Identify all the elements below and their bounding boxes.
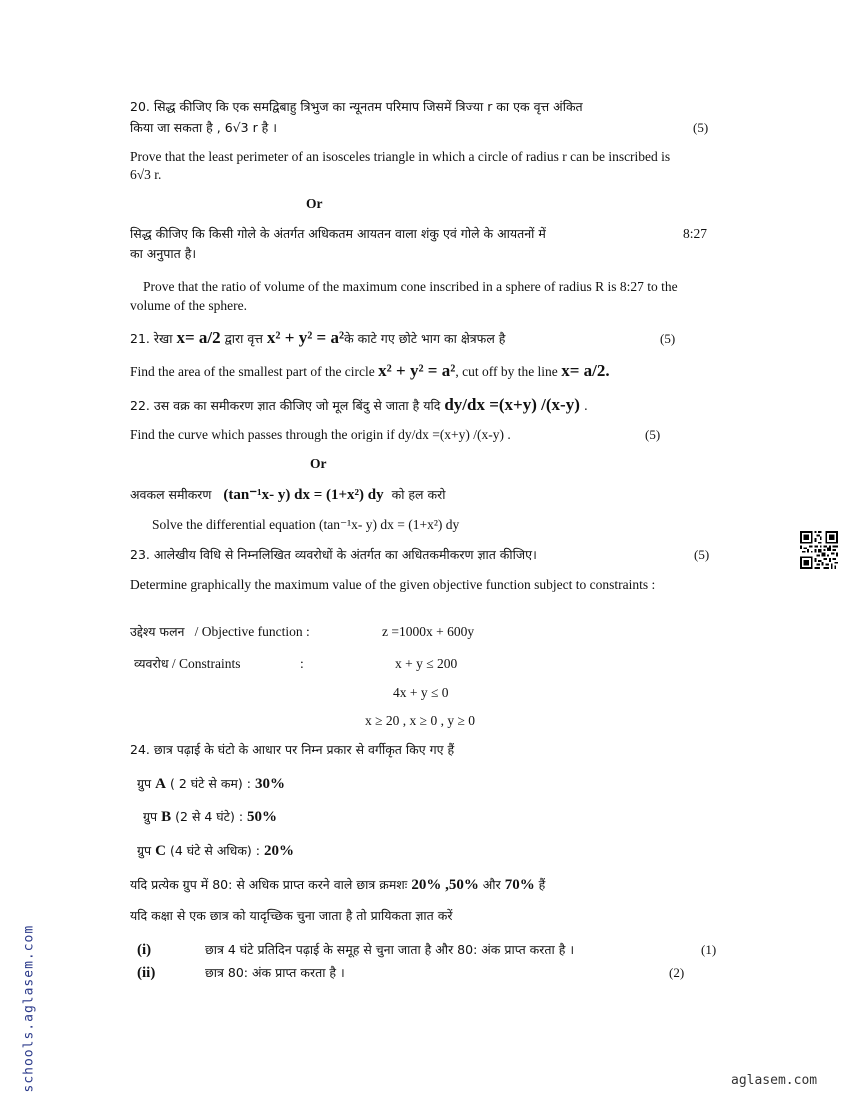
q23-constraints-label-en: / Constraints [171, 656, 241, 671]
q23-objective-label [130, 623, 310, 641]
q24-part-ii-text: छात्र 80: अंक प्राप्त करता है । [205, 965, 345, 980]
group-letter: B [161, 809, 172, 825]
q24-hindi: 24. छात्र पढ़ाई के घंटो के आधार पर निम्न प्रकार से वर्गीकृत किए गए हैं [130, 742, 455, 757]
q21-hindi-b: द्वारा वृत्त [224, 331, 263, 346]
q23-objective-expr: z =1000x + 600y [382, 624, 475, 639]
q23-hindi: 23. आलेखीय विधि से निम्नलिखित व्यवरोधों के अंतर्गत का अधितकमीकरण ज्ञात कीजिए। [130, 547, 537, 562]
q22-hindi-a: 22. उस वक्र का समीकरण ज्ञात कीजिए जो मूल बिंदु से जाता है यदि [130, 398, 441, 413]
q24-line-pcts: 20% ,50% [411, 877, 479, 893]
q24-line-b: यदि कक्षा से एक छात्र को यादृच्छिक चुना जाता है तो प्रायिकता ज्ञात करें [130, 908, 453, 923]
q24-line-aur: और [482, 877, 501, 892]
footer-watermark: aglasem.com [731, 1073, 818, 1088]
q22-alt-english: Solve the differential equation (tan⁻¹x- y) dx = (1+x²) dy [152, 517, 460, 532]
q21-english-b: , cut off by the line [455, 364, 558, 379]
q23-colon: : [300, 656, 304, 671]
q24-part-i-marks: (1) [701, 942, 717, 957]
q23-english: Determine graphically the maximum value of the given objective function subject to constraints : [130, 577, 656, 592]
q22-marks: (5) [645, 427, 661, 442]
q23-constraints-label [134, 655, 241, 673]
q24-line-end: हैं [538, 877, 546, 892]
q20-alt-hindi-line1: सिद्ध कीजिए कि किसी गोले के अंतर्गत अधिकतम आयतन वाला शंकु एवं गोले के आयतनों में [130, 226, 546, 241]
q21-number: 21. [130, 331, 150, 346]
group-letter: C [155, 843, 166, 859]
q21-english-a: Find the area of the smallest part of the circle [130, 364, 375, 379]
group-detail: (4 घंटे से अधिक) : [169, 843, 260, 858]
q21-line [130, 329, 505, 348]
q22-alt-hindi-a: अवकल समीकरण [130, 487, 212, 502]
q20-english-line2: 6√3 r. [130, 167, 162, 182]
q21-hindi-c: के काटे गए छोटे भाग का क्षेत्रफल है [344, 331, 506, 346]
q24-pass-line [130, 876, 545, 894]
q20-alt-english-line2: volume of the sphere. [130, 298, 247, 313]
q21-english-line-expr: x= a/2. [561, 361, 610, 380]
q24-line-a: यदि प्रत्येक ग्रुप में 80: से अधिक प्राप्त करने वाले छात्र क्रमशः [130, 877, 408, 892]
group-label: ग्रुप [143, 809, 158, 824]
q23-objective-label-hi: उद्देश्य फलन [130, 624, 185, 639]
q23-objective-label-en: / Objective function : [194, 624, 310, 639]
q24-part-ii-marks: (2) [669, 965, 685, 980]
group-letter: A [155, 776, 166, 792]
q21-english-circle-expr: x² + y² = a² [378, 361, 456, 380]
q22-hindi-line [130, 396, 588, 415]
q24-group-a [137, 775, 285, 793]
q22-alt-hindi-b: को हल करो [391, 487, 446, 502]
group-detail: ( 2 घंटे से कम) : [169, 776, 251, 791]
q23-marks: (5) [694, 547, 710, 562]
q23-constraint-2: 4x + y ≤ 0 [393, 685, 449, 700]
q22-alt-hindi-line [130, 486, 445, 504]
q23-constraints-label-hi: व्यवरोध [134, 656, 169, 671]
q21-english [130, 362, 610, 381]
q21-line-expr: x= a/2 [176, 328, 221, 347]
q24-group-b [143, 808, 277, 826]
qr-code-icon [800, 531, 838, 569]
q22-english: Find the curve which passes through the origin if dy/dx =(x+y) /(x-y) . [130, 427, 511, 442]
q20-hindi-line2: किया जा सकता है , 6√3 r है । [130, 120, 278, 135]
q20-alt-ratio: 8:27 [683, 226, 708, 241]
q24-part-i-text: छात्र 4 घंटे प्रतिदिन पढ़ाई के समूह से चुना जाता है और 80: अंक प्राप्त करता है । [205, 942, 575, 957]
q22-or: Or [310, 456, 327, 471]
q23-constraint-3: x ≥ 20 , x ≥ 0 , y ≥ 0 [365, 713, 475, 728]
q21-hindi-a: रेखा [153, 331, 173, 346]
q20-alt-hindi-line2: का अनुपात है। [130, 246, 197, 261]
q20-alt-english-line1: Prove that the ratio of volume of the maximum cone inscribed in a sphere of radius R is 8:27 to the [143, 279, 678, 294]
q24-part-ii-num: (ii) [137, 965, 156, 981]
q21-circle-expr: x² + y² = a² [266, 328, 345, 347]
q22-hindi-end: . [583, 398, 588, 413]
q22-alt-expr: (tan⁻¹x- y) dx = (1+x²) dy [223, 487, 384, 503]
group-label: ग्रुप [137, 776, 152, 791]
q24-group-c [137, 842, 294, 860]
group-percentage: 30% [254, 776, 285, 792]
q24-line-pct3: 70% [504, 877, 535, 893]
q20-english-line1: Prove that the least perimeter of an isosceles triangle in which a circle of radius r can be inscribed is [130, 149, 671, 164]
q22-de-expr: dy/dx =(x+y) /(x-y) [444, 395, 580, 414]
q23-constraint-1: x + y ≤ 200 [395, 656, 458, 671]
side-watermark: schools.aglasem.com [21, 924, 37, 1093]
group-percentage: 50% [247, 809, 278, 825]
group-detail: (2 से 4 घंटे) : [175, 809, 244, 824]
q20-hindi-line1: 20. सिद्ध कीजिए कि एक समद्विबाहु त्रिभुज का न्यूनतम परिमाप जिसमें त्रिज्या r का एक वृत्त अंकित [130, 99, 583, 114]
q21-marks: (5) [660, 331, 676, 346]
q24-part-i-num: (i) [137, 942, 152, 958]
q20-or: Or [306, 196, 323, 211]
group-percentage: 20% [263, 843, 294, 859]
q20-marks: (5) [693, 120, 709, 135]
group-label: ग्रुप [137, 843, 152, 858]
